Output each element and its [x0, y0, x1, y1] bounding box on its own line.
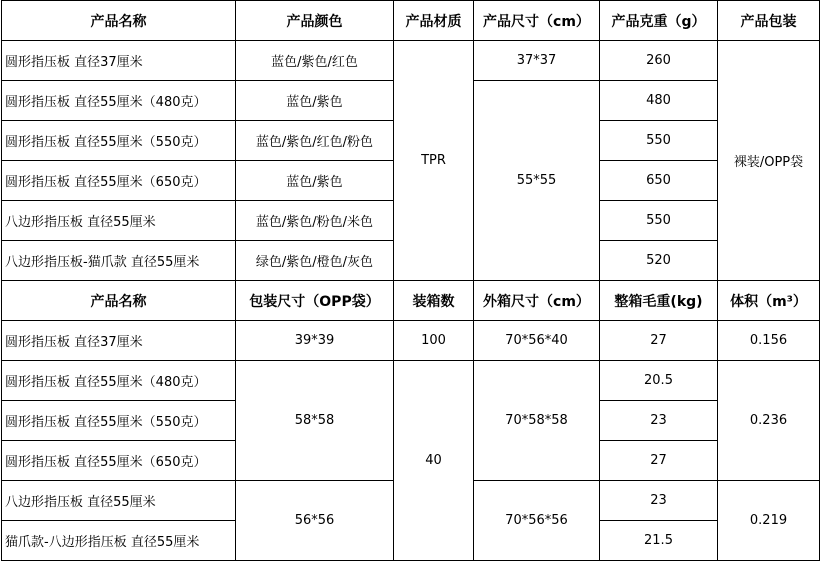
- packing-row: [2, 361, 820, 401]
- header-packing-name: 产品名称: [2, 281, 236, 321]
- header-volume: 体积（m³）: [718, 281, 820, 321]
- carton-size: 70*56*40: [474, 321, 600, 361]
- bag-size: 56*56: [236, 481, 394, 561]
- header-carton-qty: 装箱数: [394, 281, 474, 321]
- gross-weight: 23: [600, 481, 718, 521]
- product-color: 蓝色/紫色/红色/粉色: [236, 121, 394, 161]
- bag-size: 58*58: [236, 361, 394, 481]
- product-weight: 550: [600, 121, 718, 161]
- gross-weight: 27: [600, 321, 718, 361]
- carton-qty: 40: [394, 361, 474, 561]
- header-product-material: 产品材质: [394, 1, 474, 41]
- product-name: 圆形指压板 直径55厘米（550克）: [2, 121, 236, 161]
- product-weight: 260: [600, 41, 718, 81]
- packing-header-row: [2, 281, 820, 321]
- header-product-size: 产品尺寸（cm）: [474, 1, 600, 41]
- bag-size: 39*39: [236, 321, 394, 361]
- product-name: 八边形指压板-猫爪款 直径55厘米: [2, 241, 236, 281]
- carton-size: 70*56*56: [474, 481, 600, 561]
- gross-weight: 21.5: [600, 521, 718, 561]
- product-size: 37*37: [474, 41, 600, 81]
- header-gross-weight: 整箱毛重(kg): [600, 281, 718, 321]
- gross-weight: 27: [600, 441, 718, 481]
- gross-weight: 23: [600, 401, 718, 441]
- header-bag-size: 包装尺寸（OPP袋）: [236, 281, 394, 321]
- product-color: 蓝色/紫色/红色: [236, 41, 394, 81]
- product-weight: 480: [600, 81, 718, 121]
- product-color: 蓝色/紫色: [236, 161, 394, 201]
- packing-row: [2, 321, 820, 361]
- product-name: 八边形指压板 直径55厘米: [2, 201, 236, 241]
- packing-name: 圆形指压板 直径37厘米: [2, 321, 236, 361]
- header-product-packaging: 产品包装: [718, 1, 820, 41]
- product-weight: 550: [600, 201, 718, 241]
- packing-name: 八边形指压板 直径55厘米: [2, 481, 236, 521]
- product-color: 蓝色/紫色/粉色/米色: [236, 201, 394, 241]
- volume: 0.236: [718, 361, 820, 481]
- product-name: 圆形指压板 直径37厘米: [2, 41, 236, 81]
- product-row: [2, 41, 820, 81]
- product-weight: 650: [600, 161, 718, 201]
- header-product-weight: 产品克重（g）: [600, 1, 718, 41]
- product-size: 55*55: [474, 81, 600, 281]
- product-header-row: [2, 1, 820, 41]
- header-product-color: 产品颜色: [236, 1, 394, 41]
- product-color: 绿色/紫色/橙色/灰色: [236, 241, 394, 281]
- product-color: 蓝色/紫色: [236, 81, 394, 121]
- header-product-name: 产品名称: [2, 1, 236, 41]
- product-weight: 520: [600, 241, 718, 281]
- product-name: 圆形指压板 直径55厘米（480克）: [2, 81, 236, 121]
- header-carton-size: 外箱尺寸（cm）: [474, 281, 600, 321]
- gross-weight: 20.5: [600, 361, 718, 401]
- packing-name: 圆形指压板 直径55厘米（650克）: [2, 441, 236, 481]
- product-name: 圆形指压板 直径55厘米（650克）: [2, 161, 236, 201]
- product-packaging: 裸装/OPP袋: [718, 41, 820, 281]
- spec-table: [1, 0, 820, 561]
- carton-qty: 100: [394, 321, 474, 361]
- volume: 0.156: [718, 321, 820, 361]
- packing-name: 圆形指压板 直径55厘米（480克）: [2, 361, 236, 401]
- packing-name: 猫爪款-八边形指压板 直径55厘米: [2, 521, 236, 561]
- carton-size: 70*58*58: [474, 361, 600, 481]
- volume: 0.219: [718, 481, 820, 561]
- product-material: TPR: [394, 41, 474, 281]
- packing-name: 圆形指压板 直径55厘米（550克）: [2, 401, 236, 441]
